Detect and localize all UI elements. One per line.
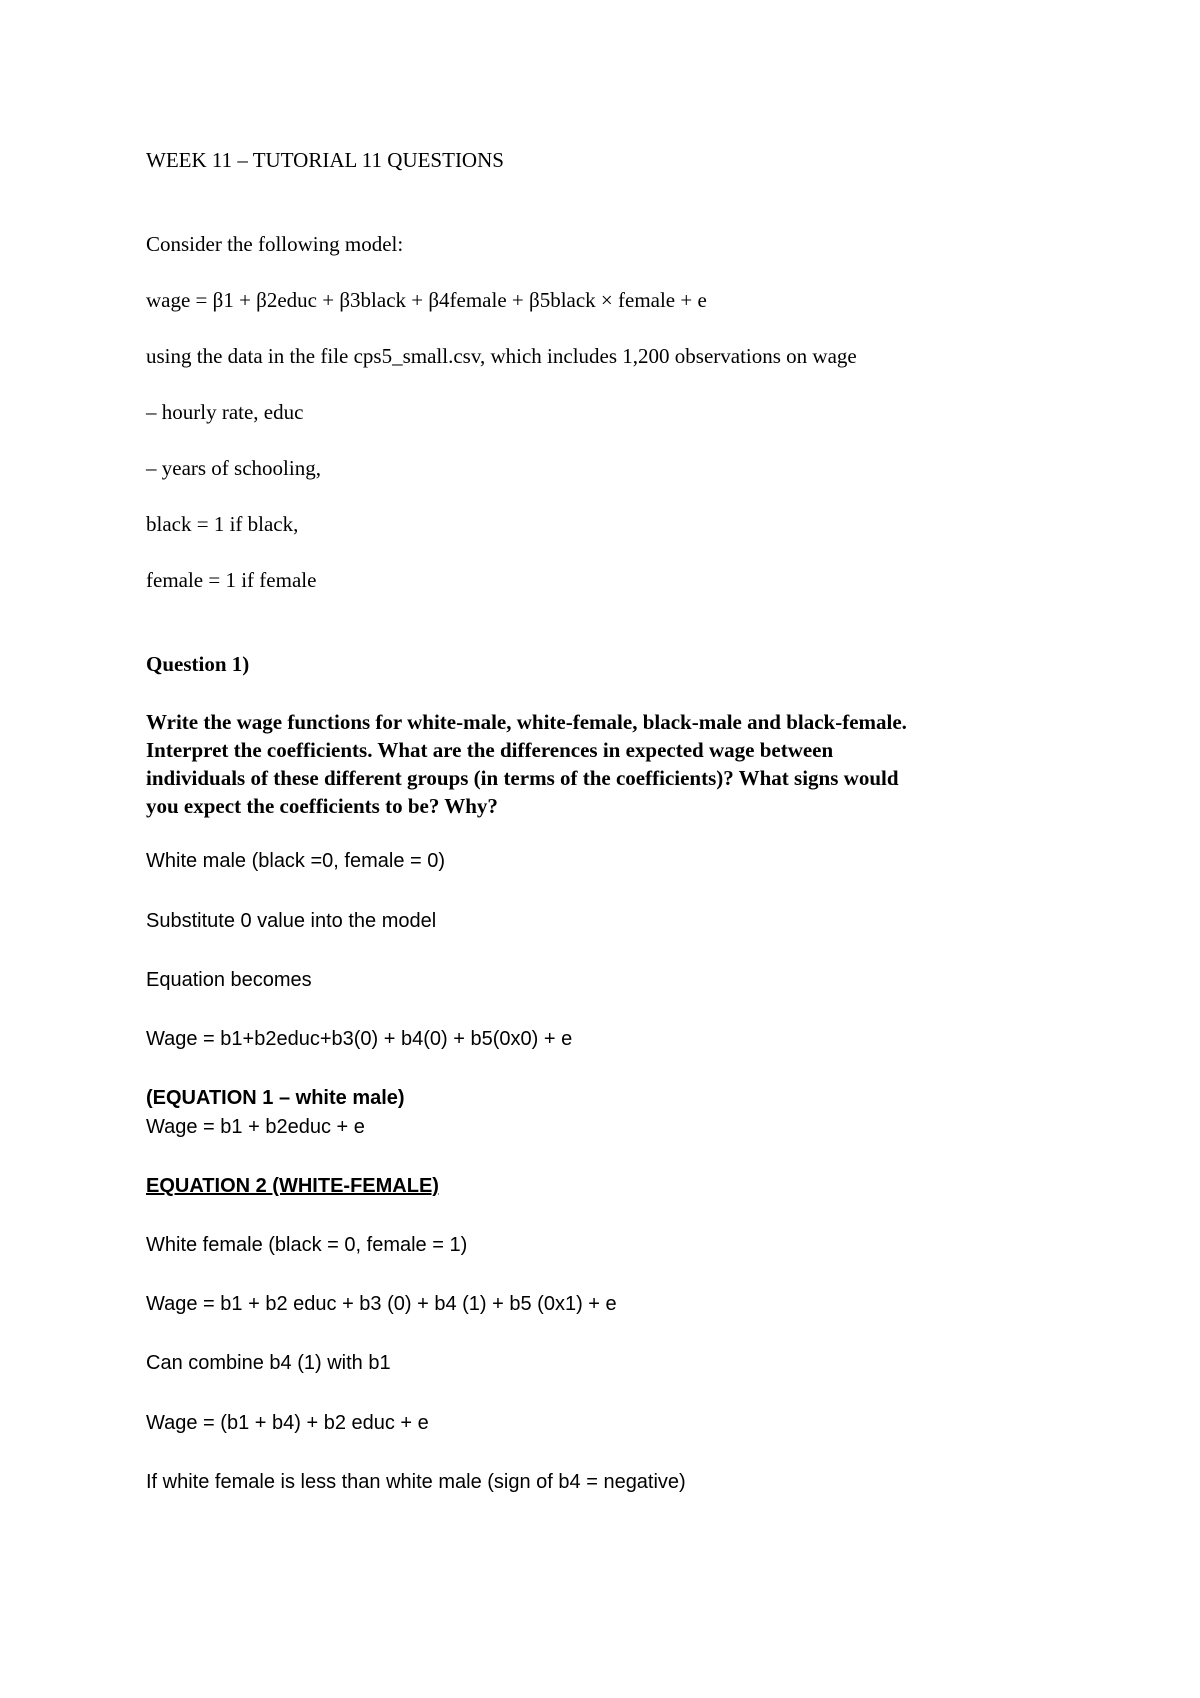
wage-combined: Wage = (b1 + b4) + b2 educ + e	[146, 1412, 429, 1434]
model-equation: wage = β1 + β2educ + β3black + β4female + β5black × female + e	[146, 288, 707, 312]
question-line: individuals of these different groups (in terms of the coefficients)? What signs would	[146, 766, 899, 790]
sign-note: If white female is less than white male (sign of b4 = negative)	[146, 1471, 686, 1493]
white-male-condition: White male (black =0, female = 0)	[146, 850, 446, 872]
combine-note: Can combine b4 (1) with b1	[146, 1352, 391, 1374]
equation-becomes: Equation becomes	[146, 969, 312, 991]
equation-2-heading: EQUATION 2 (WHITE-FEMALE)	[146, 1175, 439, 1197]
variable-educ: – years of schooling,	[146, 456, 321, 480]
question-line: Write the wage functions for white-male, white-female, black-male and black-female.	[146, 710, 907, 734]
wage-substituted: Wage = b1+b2educ+b3(0) + b4(0) + b5(0x0) + e	[146, 1028, 573, 1050]
white-female-condition: White female (black = 0, female = 1)	[146, 1234, 468, 1256]
equation-1-label: (EQUATION 1 – white male)	[146, 1087, 405, 1109]
variable-black: black = 1 if black,	[146, 512, 299, 536]
variable-wage: – hourly rate, educ	[146, 400, 304, 424]
question-text	[146, 708, 1046, 820]
question-line: you expect the coefficients to be? Why?	[146, 794, 498, 818]
substitute-note: Substitute 0 value into the model	[146, 910, 437, 932]
data-description: using the data in the file cps5_small.csv, which includes 1,200 observations on wage	[146, 344, 857, 368]
document-title: WEEK 11 – TUTORIAL 11 QUESTIONS	[146, 148, 504, 172]
intro-consider: Consider the following model:	[146, 232, 404, 256]
question-heading: Question 1)	[146, 652, 250, 676]
wage-white-female: Wage = b1 + b2 educ + b3 (0) + b4 (1) + b5 (0x1) + e	[146, 1293, 617, 1315]
variable-female: female = 1 if female	[146, 568, 317, 592]
question-line: Interpret the coefficients. What are the differences in expected wage between	[146, 738, 834, 762]
equation-1: Wage = b1 + b2educ + e	[146, 1116, 365, 1138]
